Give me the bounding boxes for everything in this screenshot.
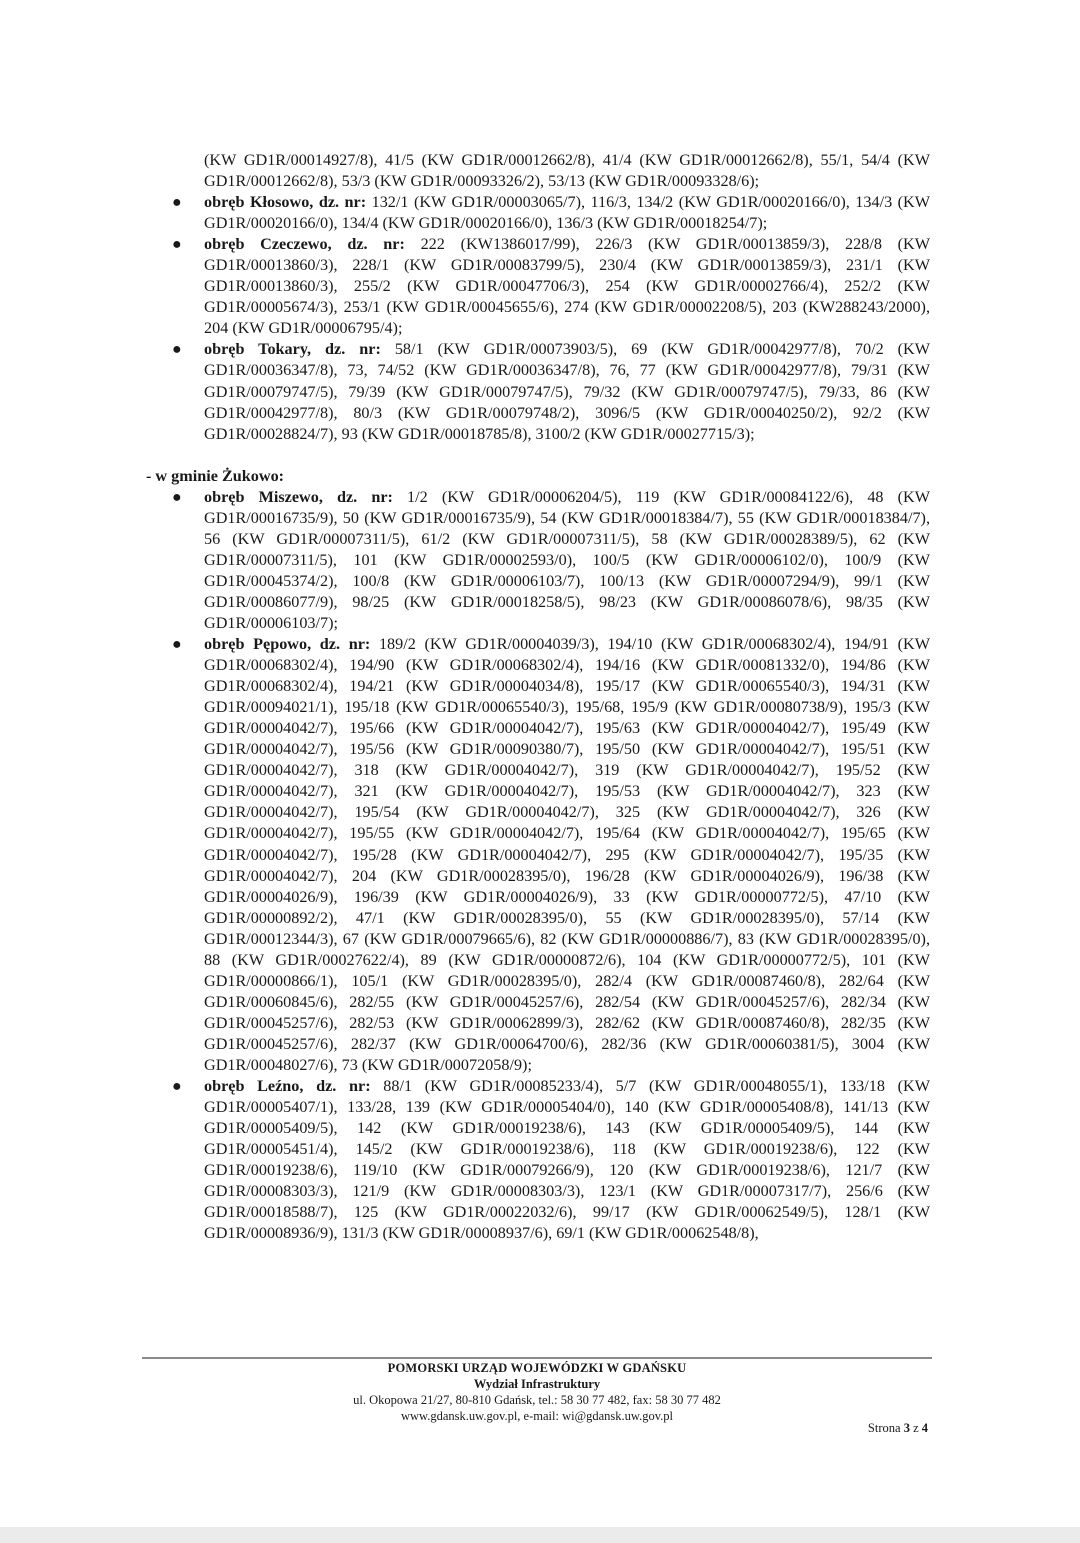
page-number-total: 4 bbox=[921, 1421, 928, 1435]
page-number bbox=[868, 1421, 928, 1436]
section-heading: - w gminie Żukowo: bbox=[146, 466, 285, 485]
document-body bbox=[146, 150, 930, 1244]
parcel-area-label: obręb Czeczewo, dz. nr: bbox=[204, 235, 405, 254]
list-item bbox=[146, 339, 930, 444]
continuation-paragraph: (KW GD1R/00014927/8), 41/5 (KW GD1R/00012662/8), 41/4 (KW GD1R/00012662/8), 55/1, 54/4 (KW GD1R/00012662/8), 53/3 (KW GD1R/00093326/2), 53/13 (KW GD1R/00093328/6); bbox=[204, 151, 930, 191]
list-item bbox=[146, 487, 930, 634]
list-item bbox=[146, 192, 930, 234]
bullet-icon: ● bbox=[172, 236, 182, 254]
parcel-list: 88/1 (KW GD1R/00085233/4), 5/7 (KW GD1R/00048055/1), 133/18 (KW GD1R/00005407/1), 133/28, 139 (KW GD1R/00005404/0), 140 (KW GD1R/00005408/8), 141/13 (KW GD1R/00005409/5), 142 (KW GD1R/00019238/6), 143 (KW GD1R/00005409/5), 144 (KW GD1R/00005451/4), 145/2 (KW GD1R/00019238/6), 118 (KW GD1R/00019238/6), 122 (KW GD1R/00019238/6), 119/10 (KW GD1R/00079266/9), 120 (KW GD1R/00019238/6), 121/7 (KW GD1R/00008303/3), 121/9 (KW GD1R/00008303/3), 123/1 (KW GD1R/00007317/7), 256/6 (KW GD1R/00018588/7), 125 (KW GD1R/00022032/6), 99/17 (KW GD1R/00062549/5), 128/1 (KW GD1R/00008936/9), 131/3 (KW GD1R/00008937/6), 69/1 (KW GD1R/00062548/8), bbox=[204, 1077, 930, 1243]
list-item bbox=[146, 1076, 930, 1244]
parcel-list: 222 (KW1386017/99), 226/3 (KW GD1R/00013859/3), 228/8 (KW GD1R/00013860/3), 228/1 (KW GD1R/00083799/5), 230/4 (KW GD1R/00013859/3), 231/1 (KW GD1R/00013860/3), 255/2 (KW GD1R/00047706/3), 254 (KW GD1R/00002766/4), 252/2 (KW GD1R/00005674/3), 253/1 (KW GD1R/00045655/6), 274 (KW GD1R/00002208/5), 203 (KW288243/2000), 204 (KW GD1R/00006795/4); bbox=[204, 235, 930, 338]
bullet-icon: ● bbox=[172, 1078, 182, 1096]
page-footer bbox=[142, 1360, 932, 1424]
parcel-list: 58/1 (KW GD1R/00073903/5), 69 (KW GD1R/00042977/8), 70/2 (KW GD1R/00036347/8), 73, 74/52 (KW GD1R/00036347/8), 76, 77 (KW GD1R/00042977/8), 79/31 (KW GD1R/00079747/5), 79/39 (KW GD1R/00079747/5), 79/32 (KW GD1R/00079747/5), 79/33, 86 (KW GD1R/00042977/8), 80/3 (KW GD1R/00079748/2), 3096/5 (KW GD1R/00040250/2), 92/2 (KW GD1R/00028824/7), 93 (KW GD1R/00018785/8), 3100/2 (KW GD1R/00027715/3); bbox=[204, 340, 930, 443]
bottom-margin bbox=[0, 1527, 1080, 1543]
page-number-current: 3 bbox=[903, 1421, 910, 1435]
page-number-prefix: Strona bbox=[867, 1421, 904, 1435]
bullet-list-1 bbox=[146, 192, 930, 445]
page-number-separator: z bbox=[909, 1421, 922, 1435]
footer-department: Wydział Infrastruktury bbox=[473, 1377, 601, 1391]
list-item bbox=[146, 234, 930, 339]
footer-organization: POMORSKI URZĄD WOJEWÓDZKI W GDAŃSKU bbox=[387, 1361, 687, 1375]
bullet-icon: ● bbox=[172, 341, 182, 359]
parcel-area-label: obręb Kłosowo, dz. nr: bbox=[204, 193, 367, 212]
footer-divider bbox=[142, 1357, 932, 1359]
parcel-area-label: obręb Pępowo, dz. nr: bbox=[204, 635, 371, 654]
parcel-list: 132/1 (KW GD1R/00003065/7), 116/3, 134/2 (KW GD1R/00020166/0), 134/3 (KW GD1R/00020166/0), 134/4 (KW GD1R/00020166/0), 136/3 (KW GD1R/00018254/7); bbox=[204, 193, 930, 233]
bullet-list-2 bbox=[146, 487, 930, 1245]
bullet-icon: ● bbox=[172, 488, 182, 506]
parcel-area-label: obręb Tokary, dz. nr: bbox=[204, 340, 381, 359]
list-item bbox=[146, 634, 930, 1076]
footer-address: ul. Okopowa 21/27, 80-810 Gdańsk, tel.: 58 30 77 482, fax: 58 30 77 482 bbox=[353, 1393, 721, 1407]
parcel-area-label: obręb Miszewo, dz. nr: bbox=[204, 487, 393, 506]
footer-contact: www.gdansk.uw.gov.pl, e-mail: wi@gdansk.uw.gov.pl bbox=[400, 1409, 673, 1423]
bullet-icon: ● bbox=[172, 194, 182, 212]
parcel-list: 1/2 (KW GD1R/00006204/5), 119 (KW GD1R/00084122/6), 48 (KW GD1R/00016735/9), 50 (KW GD1R/00016735/9), 54 (KW GD1R/00018384/7), 55 (KW GD1R/00018384/7), 56 (KW GD1R/00007311/5), 61/2 (KW GD1R/00007311/5), 58 (KW GD1R/00028389/5), 62 (KW GD1R/00007311/5), 101 (KW GD1R/00002593/0), 100/5 (KW GD1R/00006102/0), 100/9 (KW GD1R/00045374/2), 100/8 (KW GD1R/00006103/7), 100/13 (KW GD1R/00007294/9), 99/1 (KW GD1R/00086077/9), 98/25 (KW GD1R/00018258/5), 98/23 (KW GD1R/00086078/6), 98/35 (KW GD1R/00006103/7); bbox=[204, 487, 931, 632]
parcel-list: 189/2 (KW GD1R/00004039/3), 194/10 (KW GD1R/00068302/4), 194/91 (KW GD1R/00068302/4), 194/90 (KW GD1R/00068302/4), 194/16 (KW GD1R/00081332/0), 194/86 (KW GD1R/00068302/4), 194/21 (KW GD1R/00004034/8), 195/17 (KW GD1R/00065540/3), 194/31 (KW GD1R/00094021/1), 195/18 (KW GD1R/00065540/3), 195/68, 195/9 (KW GD1R/00080738/9), 195/3 (KW GD1R/00004042/7), 195/66 (KW GD1R/00004042/7), 195/63 (KW GD1R/00004042/7), 195/49 (KW GD1R/00004042/7), 195/56 (KW GD1R/00090380/7), 195/50 (KW GD1R/00004042/7), 195/51 (KW GD1R/00004042/7), 318 (KW GD1R/00004042/7), 319 (KW GD1R/00004042/7), 195/52 (KW GD1R/00004042/7), 321 (KW GD1R/00004042/7), 195/53 (KW GD1R/00004042/7), 323 (KW GD1R/00004042/7), 195/54 (KW GD1R/00004042/7), 325 (KW GD1R/00004042/7), 326 (KW GD1R/00004042/7), 195/55 (KW GD1R/00004042/7), 195/64 (KW GD1R/00004042/7), 195/65 (KW GD1R/00004042/7), 195/28 (KW GD1R/00004042/7), 295 (KW GD1R/00004042/7), 195/35 (KW GD1R/00004042/7), 204 (KW GD1R/00028395/0), 196/28 (KW GD1R/00004026/9), 196/38 (KW GD1R/00004026/9), 196/39 (KW GD1R/00004026/9), 33 (KW GD1R/00000772/5), 47/10 (KW GD1R/00000892/2), 47/1 (KW GD1R/00028395/0), 55 (KW GD1R/00028395/0), 57/14 (KW GD1R/00012344/3), 67 (KW GD1R/00079665/6), 82 (KW GD1R/00000886/7), 83 (KW GD1R/00028395/0), 88 (KW GD1R/00027622/4), 89 (KW GD1R/00000872/6), 104 (KW GD1R/00000772/5), 101 (KW GD1R/00000866/1), 105/1 (KW GD1R/00028395/0), 282/4 (KW GD1R/00087460/8), 282/64 (KW GD1R/00060845/6), 282/55 (KW GD1R/00045257/6), 282/54 (KW GD1R/00045257/6), 282/34 (KW GD1R/00045257/6), 282/53 (KW GD1R/00062899/3), 282/62 (KW GD1R/00087460/8), 282/35 (KW GD1R/00045257/6), 282/37 (KW GD1R/00064700/6), 282/36 (KW GD1R/00060381/5), 3004 (KW GD1R/00048027/6), 73 (KW GD1R/00072058/9); bbox=[204, 635, 930, 1074]
parcel-area-label: obręb Leźno, dz. nr: bbox=[204, 1077, 371, 1096]
bullet-icon: ● bbox=[172, 636, 182, 654]
